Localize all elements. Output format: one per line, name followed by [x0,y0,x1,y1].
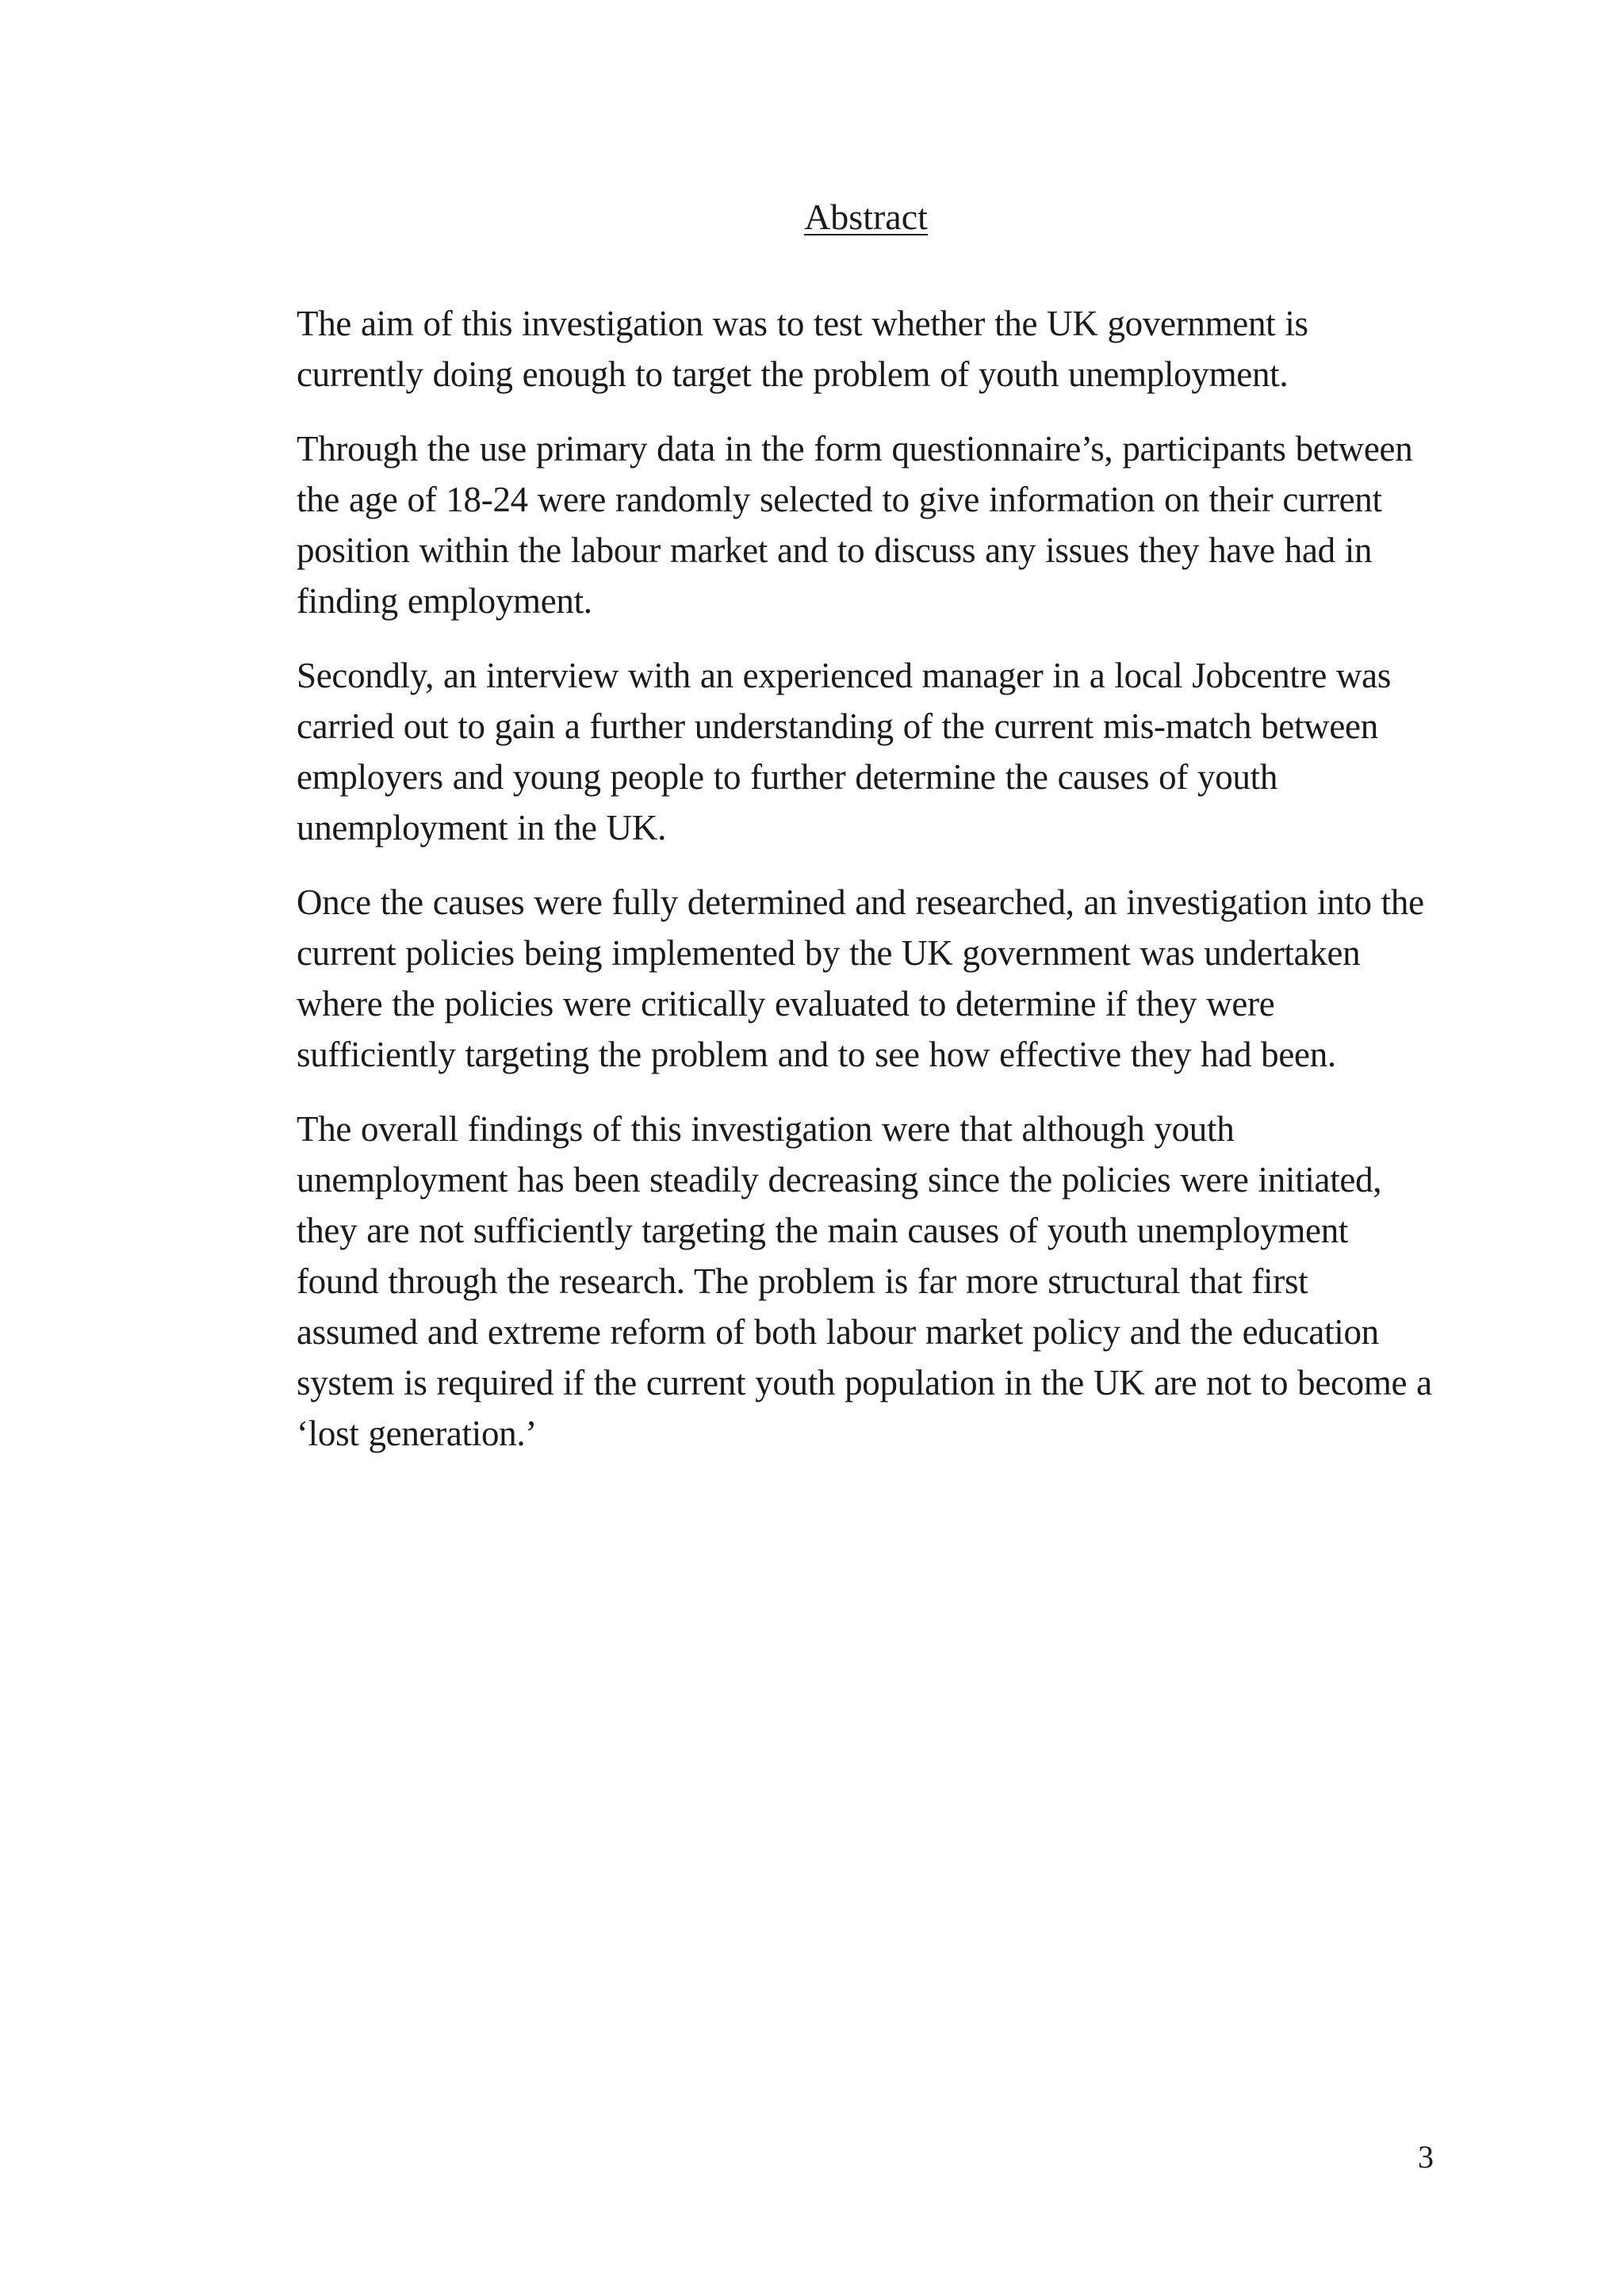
paragraph-interview: Secondly, an interview with an experienced manager in a local Jobcentre was carried out to gain a further understanding of the current mis-match between employers and young people to further determine the causes of youth unemployment in the UK. [297,656,1392,848]
paragraph-primary-data: Through the use primary data in the form questionnaire’s, participants between the age of 18-24 were randomly selected to give information on their current position within the labour market and to discuss any issues they have had in finding employment. [297,429,1413,621]
paragraph-findings: The overall findings of this investigation were that although youth unemployment has been steadily decreasing since the policies were initiated, they are not sufficiently targeting the main causes of youth unemployment found through the research. The problem is far more structural that first assumed and extreme reform of both labour market policy and the education system is required if the current youth population in the UK are not to become a ‘lost generation.’ [297,1109,1432,1453]
paragraph-policies: Once the causes were fully determined and researched, an investigation into the current policies being implemented by the UK government was undertaken where the policies were critically evaluated to determine if they were sufficiently targeting the problem and to see how effective they had been. [297,882,1424,1074]
abstract-heading: Abstract [804,197,928,237]
page-number: 3 [1418,2139,1434,2175]
paragraph-aim: The aim of this investigation was to test whether the UK government is currently doing enough to target the problem of youth unemployment. [297,304,1308,394]
abstract-body [297,298,1438,1483]
